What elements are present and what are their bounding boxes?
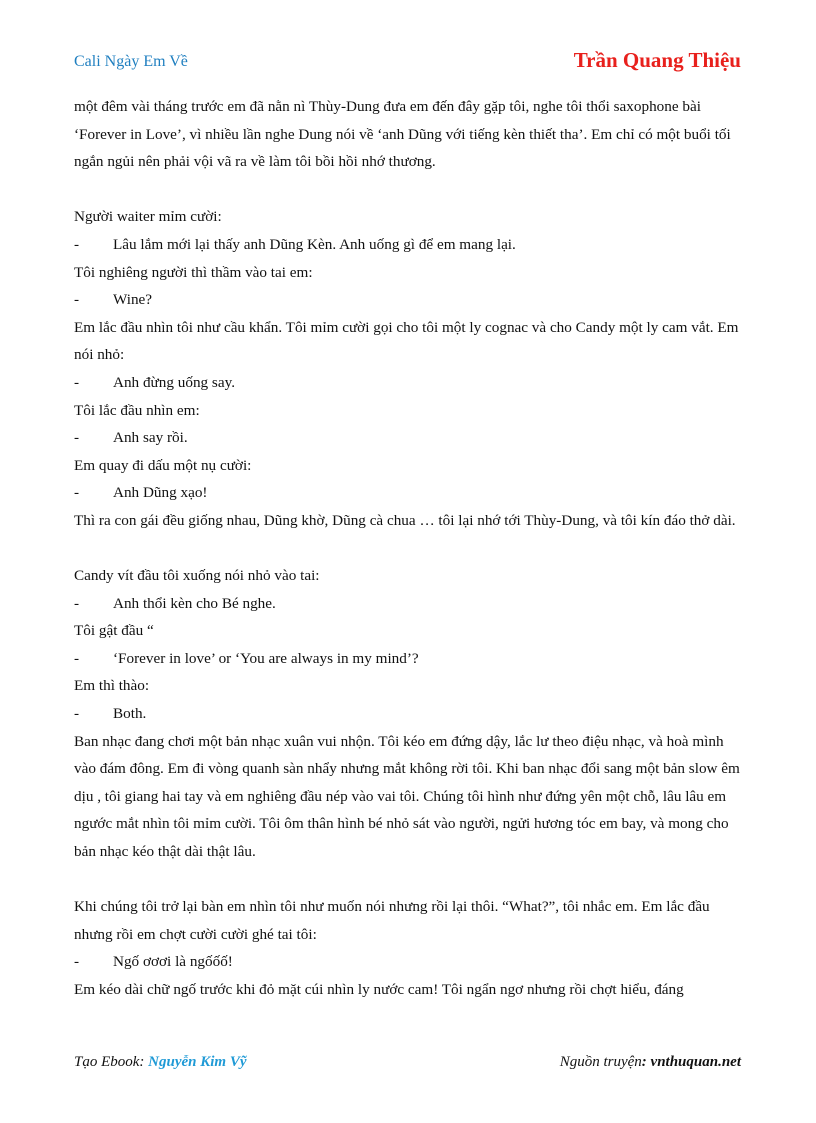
book-title: Cali Ngày Em Về	[74, 53, 188, 70]
dialogue-text: Anh Dũng xạo!	[113, 484, 208, 502]
dialogue-text: Anh thổi kèn cho Bé nghe.	[113, 594, 276, 612]
dialogue-dash: -	[74, 484, 80, 502]
ebook-creator-name: Nguyễn Kim Vỹ	[148, 1054, 247, 1070]
source-separator: :	[641, 1054, 651, 1070]
dialogue-line	[74, 231, 741, 259]
dialogue-dash: -	[74, 705, 80, 723]
paragraph-spacer	[74, 535, 741, 563]
dialogue-line	[74, 286, 741, 314]
paragraph: Thì ra con gái đều giống nhau, Dũng khờ, Dũng cà chua … tôi lại nhớ tới Thùy-Dung, và tôi kín đáo thở dài.	[74, 511, 736, 529]
dialogue-line	[74, 700, 741, 728]
dialogue-text: Lâu lắm mới lại thấy anh Dũng Kèn. Anh uống gì để em mang lại.	[113, 235, 516, 253]
dialogue-dash: -	[74, 291, 80, 309]
dialogue-text: Both.	[113, 705, 147, 723]
source-credit	[560, 1054, 741, 1071]
paragraph: Ban nhạc đang chơi một bản nhạc xuân vui nhộn. Tôi kéo em đứng dậy, lắc lư theo điệu nhạc, và hoà mình vào đám đông. Em đi vòng quanh sàn nhẩy nhưng mắt không rời tôi. Khi ban nhạc đổi sang một bản slow êm dịu , tôi giang hai tay và em nghiêng đầu nép vào vai tôi. Chúng tôi hình như đứng yên một chỗ, lâu lâu em ngước mắt nhìn tôi mỉm cười. Tôi ôm thân hình bé nhỏ sát vào người, ngửi hương tóc em bay, và mong cho bản nhạc kéo thật dài thật lâu.	[74, 732, 740, 861]
paragraph: Em kéo dài chữ ngố trước khi đỏ mặt cúi nhìn ly nước cam! Tôi ngẩn ngơ nhưng rồi chợt hiểu, đáng	[74, 981, 684, 998]
paragraph: Em thì thào:	[74, 677, 150, 695]
ebook-label: Tạo Ebook	[74, 1054, 140, 1070]
ebook-credit	[74, 1054, 247, 1071]
paragraph-spacer	[74, 866, 741, 894]
dialogue-line	[74, 479, 741, 507]
paragraph: Người waiter mỉm cười:	[74, 208, 222, 226]
dialogue-line	[74, 645, 741, 673]
page-footer	[74, 1054, 741, 1076]
story-text	[74, 93, 741, 1004]
page-header	[74, 48, 741, 76]
dialogue-dash: -	[74, 235, 80, 253]
paragraph: Candy vít đầu tôi xuống nói nhỏ vào tai:	[74, 567, 320, 585]
dialogue-dash: -	[74, 429, 80, 447]
paragraph: một đêm vài tháng trước em đã nằn nì Thùy-Dung đưa em đến đây gặp tôi, nghe tôi thổi saxophone bài ‘Forever in Love’, vì nhiều lần nghe Dung nói về ‘anh Dũng với tiếng kèn thiết tha’. Em chỉ có một buổi tối ngắn ngủi nên phải vội vã ra về làm tôi bồi hồi nhớ thương.	[74, 98, 731, 171]
dialogue-text: Anh say rồi.	[113, 429, 188, 447]
dialogue-text: ‘Forever in love’ or ‘You are always in my mind’?	[113, 649, 419, 667]
dialogue-dash: -	[74, 649, 80, 667]
dialogue-dash: -	[74, 373, 80, 391]
paragraph: Tôi nghiêng người thì thầm vào tai em:	[74, 263, 313, 281]
paragraph-spacer	[74, 176, 741, 204]
paragraph: Em lắc đầu nhìn tôi như cầu khẩn. Tôi mỉm cười gọi cho tôi một ly cognac và cho Candy một ly cam vắt. Em nói nhỏ:	[74, 318, 739, 364]
paragraph: Khi chúng tôi trở lại bàn em nhìn tôi như muốn nói nhưng rồi lại thôi. “What?”, tôi nhắc em. Em lắc đầu nhưng rồi em chợt cười cười ghé tai tôi:	[74, 898, 710, 943]
ebook-separator: :	[139, 1054, 149, 1070]
source-label: Nguồn truyện	[559, 1054, 642, 1070]
dialogue-text: Anh đừng uống say.	[113, 373, 235, 391]
author-name: Trần Quang Thiệu	[573, 48, 741, 72]
dialogue-line	[74, 424, 741, 452]
dialogue-text: Ngố ơơơi là ngốốố!	[113, 953, 233, 971]
dialogue-dash: -	[74, 594, 80, 612]
dialogue-text: Wine?	[113, 291, 153, 309]
dialogue-line	[74, 590, 741, 618]
paragraph: Tôi gật đầu “	[74, 622, 154, 640]
paragraph: Em quay đi dấu một nụ cười:	[74, 456, 252, 474]
source-site: vnthuquan.net	[650, 1054, 741, 1070]
dialogue-dash: -	[74, 953, 80, 971]
dialogue-line	[74, 369, 741, 397]
dialogue-line	[74, 948, 741, 976]
paragraph: Tôi lắc đầu nhìn em:	[74, 401, 200, 419]
